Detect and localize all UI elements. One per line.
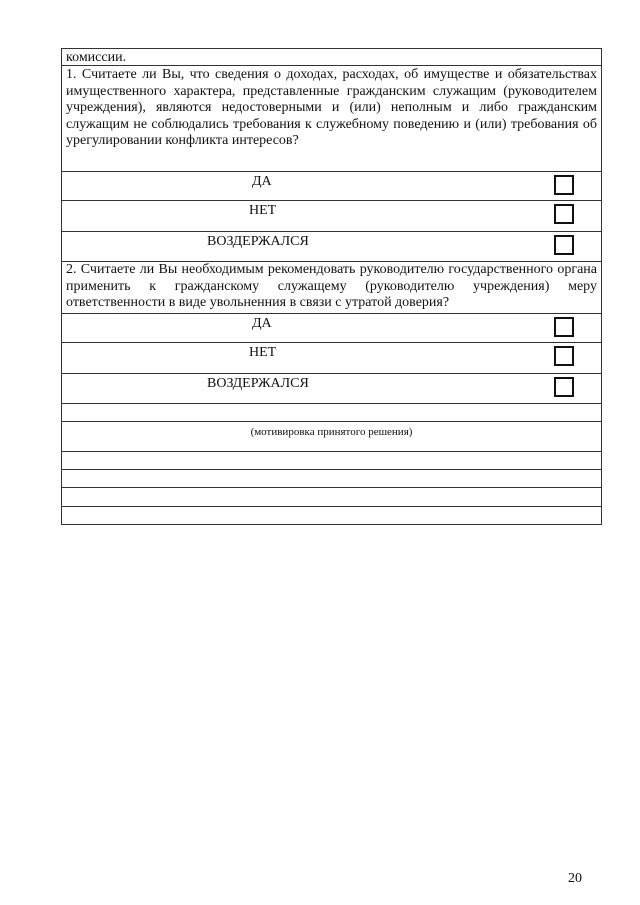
q2-option-abstain <box>62 374 601 404</box>
page-number: 20 <box>568 871 582 886</box>
q2-no-checkbox[interactable] <box>554 346 574 366</box>
q2-option-no-label: НЕТ <box>249 345 277 360</box>
motivation-blank-line[interactable] <box>62 404 601 422</box>
intro-text: комиссии. <box>62 49 601 66</box>
q1-option-no <box>62 201 601 232</box>
q2-option-abstain-label: ВОЗДЕРЖАЛСЯ <box>207 376 309 391</box>
q1-option-yes <box>62 172 601 201</box>
q2-abstain-checkbox[interactable] <box>554 377 574 397</box>
q2-option-yes-label: ДА <box>252 316 272 331</box>
q2-yes-checkbox[interactable] <box>554 317 574 337</box>
q1-yes-checkbox[interactable] <box>554 175 574 195</box>
q1-option-no-label: НЕТ <box>249 203 277 218</box>
motivation-line-1[interactable] <box>62 452 601 470</box>
q1-no-checkbox[interactable] <box>554 204 574 224</box>
q2-option-yes <box>62 314 601 343</box>
q1-option-yes-label: ДА <box>252 174 272 189</box>
motivation-line-3[interactable] <box>62 488 601 507</box>
q1-abstain-checkbox[interactable] <box>554 235 574 255</box>
q2-option-no <box>62 343 601 374</box>
question-2-text: 2. Считаете ли Вы необходимым рекомендовать руководителю государственного органа применить к гражданскому служащему (руководителю учреждения) меру ответственности в виде увольненния в связи с утратой доверия? <box>62 262 601 314</box>
question-1-text: 1. Считаете ли Вы, что сведения о доходах, расходах, об имуществе и обязательствах имущественного характера, представленные гражданским служащим (руководителем учреждения), являются недостоверными и (или) неполным и либо гражданским служащим не соблюдались требования к служебному поведению и (или) требования об урегулировании конфликта интересов? <box>62 66 601 172</box>
motivation-line-2[interactable] <box>62 470 601 488</box>
q1-option-abstain <box>62 232 601 262</box>
q1-option-abstain-label: ВОЗДЕРЖАЛСЯ <box>207 234 309 249</box>
voting-form <box>61 48 602 525</box>
motivation-caption: (мотивировка принятого решения) <box>62 422 601 452</box>
motivation-line-4[interactable] <box>62 507 601 524</box>
